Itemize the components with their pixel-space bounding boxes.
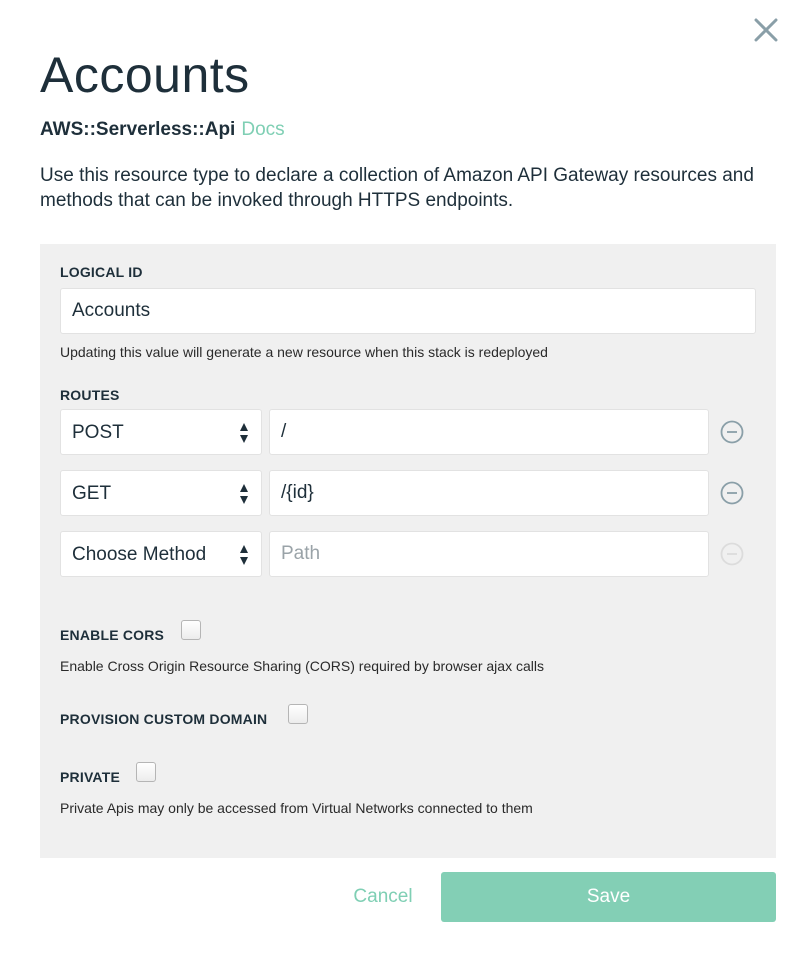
settings-panel [40, 244, 776, 858]
close-button[interactable] [752, 16, 780, 44]
route-path-input[interactable] [269, 409, 709, 455]
routes-label: ROUTES [60, 387, 120, 403]
new-route-path-input[interactable] [269, 531, 709, 577]
route-method-value: POST [72, 422, 124, 443]
page-title: Accounts [40, 47, 250, 103]
private-label: PRIVATE [60, 769, 120, 785]
save-button[interactable]: Save [441, 872, 776, 922]
resource-description: Use this resource type to declare a collection of Amazon API Gateway resources and methods that can be invoked through HTTPS endpoints. [40, 165, 754, 211]
route-path-input[interactable] [269, 470, 709, 516]
minus-circle-icon [720, 420, 744, 444]
logical-id-input[interactable] [60, 288, 756, 334]
remove-route-button[interactable] [720, 481, 744, 505]
up-down-arrows-icon [239, 543, 249, 567]
private-help: Private Apis may only be accessed from Virtual Networks connected to them [60, 800, 533, 816]
logical-id-help: Updating this value will generate a new resource when this stack is redeployed [60, 344, 548, 360]
up-down-arrows-icon [239, 421, 249, 445]
private-checkbox[interactable] [136, 762, 156, 782]
custom-domain-label: PROVISION CUSTOM DOMAIN [60, 711, 268, 727]
enable-cors-checkbox[interactable] [181, 620, 201, 640]
docs-link[interactable]: Docs [241, 119, 285, 140]
logical-id-label: LOGICAL ID [60, 264, 143, 280]
route-method-select[interactable] [60, 409, 262, 455]
resource-type-line [40, 118, 285, 142]
route-method-select[interactable] [60, 470, 262, 516]
minus-circle-icon [720, 481, 744, 505]
custom-domain-checkbox[interactable] [288, 704, 308, 724]
minus-circle-icon [720, 542, 744, 566]
route-method-value: GET [72, 483, 112, 504]
resource-type: AWS::Serverless::Api [40, 119, 236, 140]
remove-route-button[interactable] [720, 420, 744, 444]
close-icon [752, 16, 780, 44]
enable-cors-help: Enable Cross Origin Resource Sharing (CORS) required by browser ajax calls [60, 658, 544, 674]
enable-cors-label: ENABLE CORS [60, 627, 165, 643]
remove-new-route-button-disabled [720, 542, 744, 566]
cancel-button[interactable]: Cancel [340, 872, 426, 922]
up-down-arrows-icon [239, 482, 249, 506]
new-route-method-select[interactable] [60, 531, 262, 577]
new-route-method-placeholder: Choose Method [72, 544, 207, 565]
